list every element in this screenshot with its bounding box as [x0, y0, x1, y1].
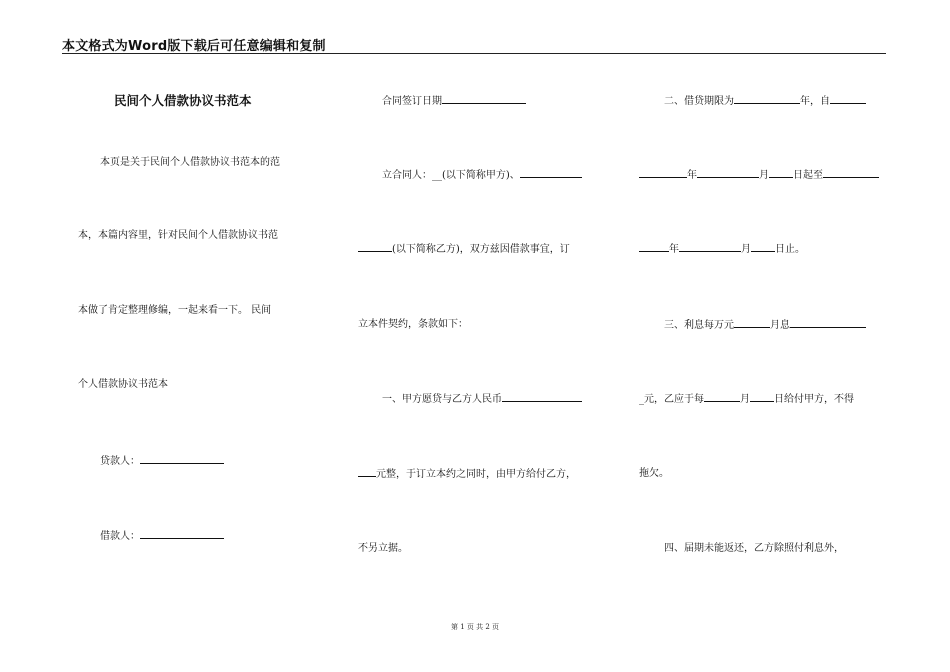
date-field: [382, 94, 526, 109]
parties-line-2: [358, 242, 570, 257]
end-day-blank: [751, 242, 775, 252]
parties-b-text: (以下简称乙方)，双方兹因借款事宜，订: [392, 244, 570, 255]
lender-blank: [140, 454, 224, 464]
item-2-text-b: 年，自: [800, 96, 830, 107]
item-1-line: [382, 392, 582, 407]
year-label-2: 年: [669, 244, 679, 255]
parties-a-text: 立合同人：__(以下简称甲方)、: [382, 170, 520, 181]
item-4-line: 四、届期未能返还，乙方除照付利息外，: [664, 543, 844, 554]
day-from-label: 日起至: [793, 170, 823, 181]
interest-blank: [734, 318, 770, 328]
borrower-field: [100, 529, 224, 544]
item-1-cont-text: 元整，于订立本约之同时，由甲方给付乙方，: [376, 469, 576, 480]
start-day-blank: [769, 168, 793, 178]
monthly-interest-blank: [790, 318, 866, 328]
page-footer: 第 1 页 共 2 页: [450, 623, 500, 631]
item-3-month: 月: [740, 394, 750, 405]
amount-blank-2: [358, 467, 376, 477]
contract-line: 立本件契约，条款如下：: [358, 319, 468, 330]
borrower-blank: [140, 529, 224, 539]
amount-blank: [502, 392, 582, 402]
end-label: 日止。: [775, 244, 805, 255]
date-label: 合同签订日期: [382, 96, 442, 107]
end-blank: [823, 168, 879, 178]
intro-line-1: 本页是关于民间个人借款协议书范本的范: [100, 157, 280, 168]
borrower-label: 借款人：: [100, 531, 140, 542]
month-label-2: 月: [741, 244, 751, 255]
parties-blank-1: [520, 168, 582, 178]
document-title: 民间个人借款协议书范本: [114, 93, 252, 108]
receipt-line: 不另立据。: [358, 543, 408, 554]
page-header: [62, 35, 886, 54]
item-1-text: 一、甲方愿贷与乙方人民币: [382, 394, 502, 405]
pay-day-blank: [750, 392, 774, 402]
item-3-line-2: [639, 392, 854, 407]
item-2-line-2: [639, 168, 879, 183]
item-3-yuan: _元，乙应于每: [639, 394, 704, 405]
item-3-line-1: [664, 318, 866, 333]
end-year-blank: [639, 242, 669, 252]
parties-line-1: [382, 168, 582, 183]
start-month-blank: [697, 168, 759, 178]
year-label: 年: [687, 170, 697, 181]
item-1-cont-line: [358, 467, 576, 482]
lender-label: 贷款人：: [100, 456, 140, 467]
lender-field: [100, 454, 224, 469]
header-text: 本文格式为Word版下载后可任意编辑和复制: [62, 39, 326, 54]
month-label: 月: [759, 170, 769, 181]
item-3-text-b: 月息: [770, 320, 790, 331]
intro-line-3: 本做了肯定整理修编，一起来看一下。 民间: [78, 305, 272, 316]
item-3-line-3: 拖欠。: [639, 468, 669, 479]
start-blank: [830, 94, 866, 104]
item-3-day: 日给付甲方，不得: [774, 394, 854, 405]
intro-line-2: 本，本篇内容里，针对民间个人借款协议书范: [78, 230, 278, 241]
parties-blank-2: [358, 242, 392, 252]
start-year-blank: [639, 168, 687, 178]
date-blank: [442, 94, 526, 104]
end-month-blank: [679, 242, 741, 252]
item-3-text-a: 三、利息每万元: [664, 320, 734, 331]
item-2-line-3: [639, 242, 805, 257]
item-2-text-a: 二、借贷期限为: [664, 96, 734, 107]
term-blank: [734, 94, 800, 104]
pay-month-blank: [704, 392, 740, 402]
intro-line-4: 个人借款协议书范本: [78, 379, 168, 390]
item-2-line-1: [664, 94, 866, 109]
